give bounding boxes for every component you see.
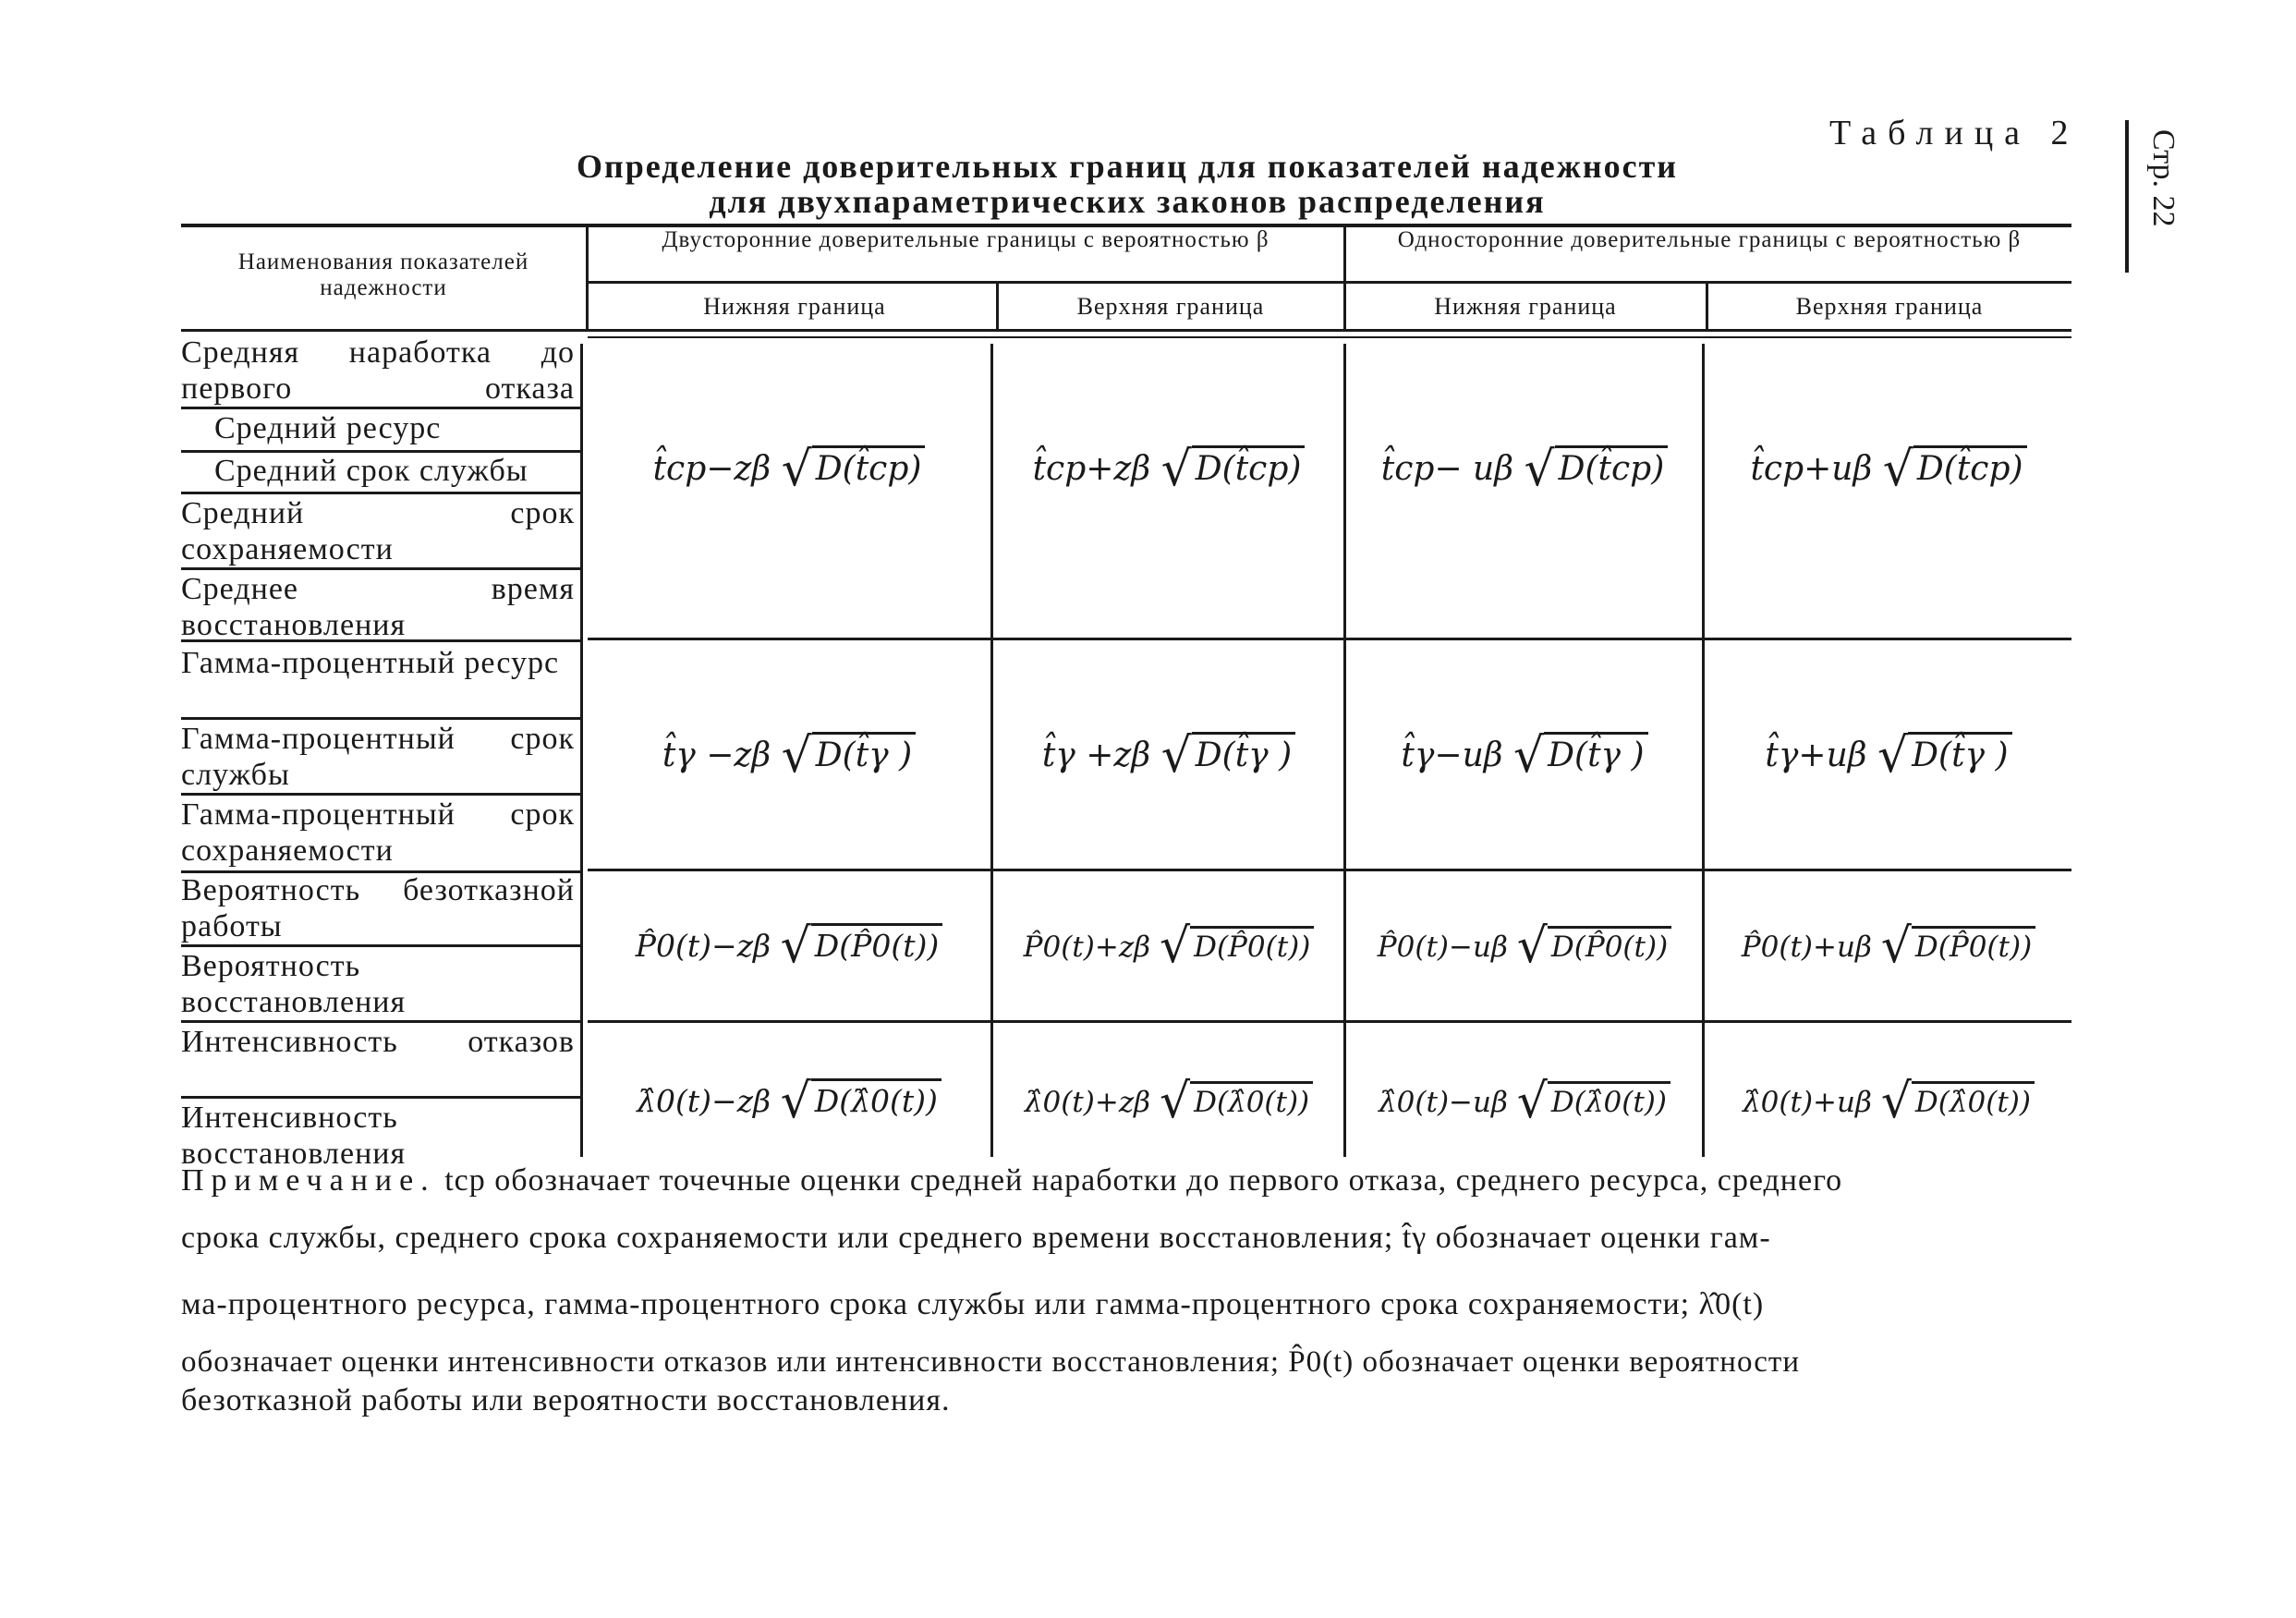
formula-g2-upper-two-sided: t̂γ +zβ √ D(t̂γ ) <box>994 728 1343 784</box>
row-mean-storage-life: Средний срок сохраняемости <box>181 496 575 566</box>
note-line-3: ма-процентного ресурса, гамма-процентного срока службы или гамма-процентного срока сохраняемости; λ̂0(t) <box>181 1287 1765 1321</box>
header-two-sided: Двусторонние доверительные границы с вероятностью β <box>662 227 1269 252</box>
row-rule-7 <box>181 793 580 796</box>
note-line-2: срока службы, среднего срока сохраняемости или среднего времени восстановления; t̂γ обозначает оценки гам- <box>181 1221 1771 1255</box>
header-bottom-rule-2 <box>588 336 2071 338</box>
row-gamma-resource: Гамма-процентный ресурс <box>181 646 560 680</box>
formula-g1-upper-one-sided: t̂ср+uβ √ D(t̂ср) <box>1706 442 2071 497</box>
header-lower-two-sided: Нижняя граница <box>703 293 886 320</box>
header-one-sided: Односторонние доверительные границы с вероятностью β <box>1397 227 2022 252</box>
note-line-1 <box>181 1162 2066 1199</box>
row-mean-resource: Средний ресурс <box>214 411 442 445</box>
header-bottom-rule <box>181 329 2071 332</box>
row-mean-restoration-time: Среднее время восстановления <box>181 572 575 642</box>
row-mean-time-to-failure: Средняя наработка до первого отказа <box>181 335 575 406</box>
formula-g4-upper-one-sided: λ̂0(t)+uβ √ D(λ̂0(t)) <box>1706 1074 2071 1129</box>
header-group-rule <box>588 281 2071 284</box>
group-rule-1 <box>588 638 2071 640</box>
formula-g2-lower-one-sided: t̂γ−uβ √ D(t̂γ ) <box>1347 728 1702 784</box>
table-title-line-2: для двухпараметрических законов распределения <box>709 183 1546 220</box>
header-lower-one-sided: Нижняя граница <box>1434 293 1617 320</box>
row-rule-6 <box>181 717 580 720</box>
formula-g4-lower-one-sided: λ̂0(t)−uβ √ D(λ̂0(t)) <box>1347 1074 1702 1129</box>
formula-g3-lower-two-sided: P̂0(t)−zβ √ D(P̂0(t)) <box>588 918 990 974</box>
formula-g3-upper-two-sided: P̂0(t)+zβ √ D(P̂0(t)) <box>994 918 1343 974</box>
formula-g4-upper-two-sided: λ̂0(t)+zβ √ D(λ̂0(t)) <box>994 1074 1343 1129</box>
row-rule-4 <box>181 567 580 570</box>
header-divider-2 <box>1343 225 1346 331</box>
body-divider-1 <box>580 344 583 1157</box>
header-upper-one-sided: Верхняя граница <box>1795 293 1984 320</box>
header-divider-1 <box>586 225 589 331</box>
formula-g1-lower-two-sided: t̂ср−zβ √ D(t̂ср) <box>588 442 990 497</box>
page-number-text: Стр. 22 <box>2146 129 2181 227</box>
page-number <box>2125 120 2190 277</box>
row-gamma-storage-life: Гамма-процентный срок сохраняемости <box>181 797 575 868</box>
note-line-4: обозначает оценки интенсивности отказов или интенсивности восстановления; P̂0(t) обозначает оценки вероятности <box>181 1345 1800 1379</box>
body-divider-2 <box>990 344 993 1157</box>
formula-g2-lower-two-sided: t̂γ −zβ √ D(t̂γ ) <box>588 728 990 784</box>
formula-g4-lower-two-sided: λ̂0(t)−zβ √ D(λ̂0(t)) <box>588 1074 990 1129</box>
row-rule-1 <box>181 407 580 409</box>
formula-g2-upper-one-sided: t̂γ+uβ √ D(t̂γ ) <box>1706 728 2071 784</box>
body-divider-4 <box>1702 344 1705 1157</box>
row-rule-3 <box>181 492 580 494</box>
group-rule-3 <box>588 1020 2071 1023</box>
row-failure-free-probability: Вероятность безотказной работы <box>181 873 575 943</box>
row-rule-11 <box>181 1096 580 1099</box>
row-restoration-rate: Интенсивность восстановления <box>181 1101 407 1171</box>
table-title-line-1: Определение доверительных границ для показателей надежности <box>576 148 1679 185</box>
header-upper-two-sided: Верхняя граница <box>1076 293 1265 320</box>
group-rule-2 <box>588 869 2071 871</box>
header-divider-4 <box>1706 283 1708 331</box>
formula-g3-upper-one-sided: P̂0(t)+uβ √ D(P̂0(t)) <box>1706 918 2071 974</box>
page-number-bar <box>2125 120 2129 273</box>
row-rule-10 <box>181 1020 580 1023</box>
row-rule-9 <box>181 944 580 947</box>
table-label: Таблица 2 <box>1829 114 2080 152</box>
header-indicator-names: Наименования показателей надежности <box>237 249 529 300</box>
formula-g1-upper-two-sided: t̂ср+zβ √ D(t̂ср) <box>994 442 1343 497</box>
row-failure-rate: Интенсивность отказов <box>181 1025 575 1059</box>
body-divider-3 <box>1343 344 1346 1157</box>
formula-g1-lower-one-sided: t̂ср− uβ √ D(t̂ср) <box>1347 442 1702 497</box>
row-restoration-probability: Вероятность восстановления <box>181 949 407 1019</box>
row-gamma-service-life: Гамма-процентный срок службы <box>181 722 575 792</box>
note-line-1-text: tср обозначает точечные оценки средней наработки до первого отказа, среднего ресурса, среднего <box>444 1163 1843 1198</box>
formula-g3-lower-one-sided: P̂0(t)−uβ √ D(P̂0(t)) <box>1347 918 1702 974</box>
note-line-5: безотказной работы или вероятности восстановления. <box>181 1383 951 1417</box>
note-label: Примечание. <box>181 1163 436 1198</box>
row-mean-service-life: Средний срок службы <box>214 454 528 488</box>
